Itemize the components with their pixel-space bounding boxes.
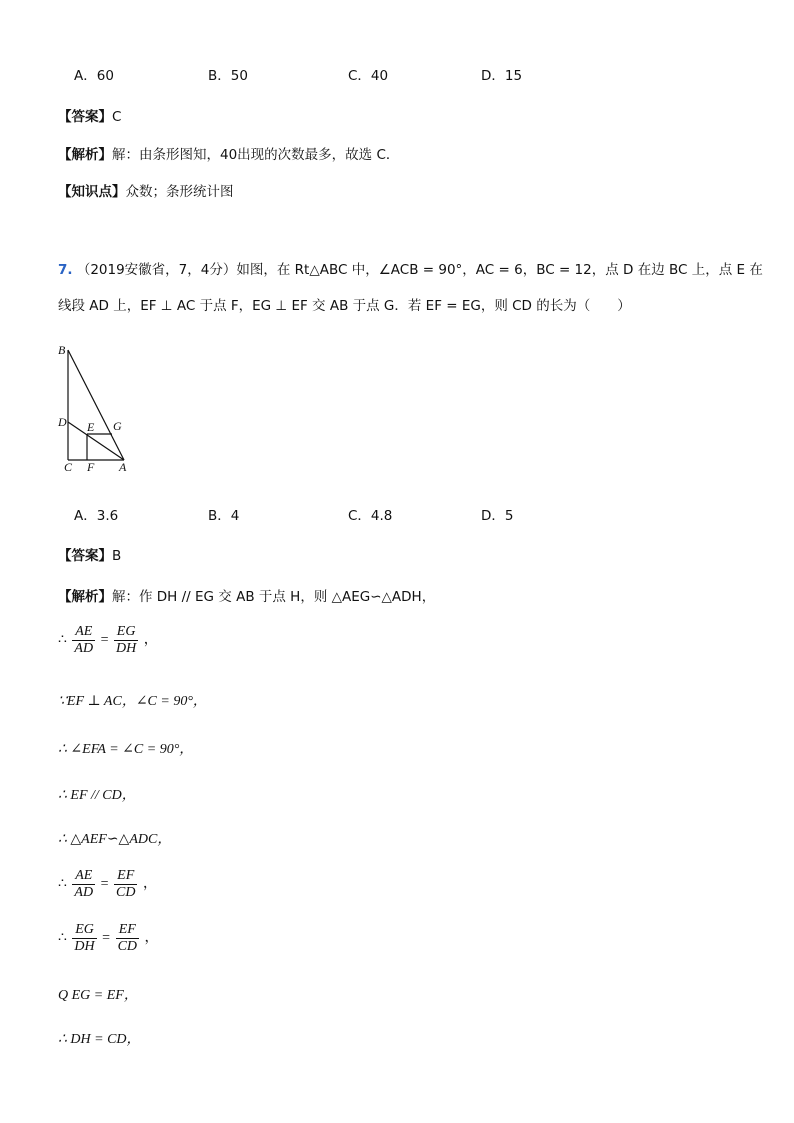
equals-sign: = — [102, 930, 111, 946]
equals-sign: = — [100, 876, 109, 892]
label-c: C — [64, 460, 73, 474]
q7-triangle-figure — [50, 338, 150, 478]
numerator: EG — [114, 624, 138, 641]
q6-answer — [58, 105, 121, 125]
answer-label: 【答案】 — [58, 109, 112, 125]
therefore-symbol: ∴ — [58, 876, 67, 892]
label-e: E — [87, 420, 95, 434]
q6-knowledge-point — [58, 180, 234, 200]
numerator: EF — [114, 868, 137, 885]
q7-stem-line1 — [58, 258, 763, 278]
denominator: DH — [74, 939, 95, 954]
numerator: AE — [72, 624, 95, 641]
numerator: EG — [72, 922, 96, 939]
q7-number: 7. — [58, 262, 73, 278]
q6-analysis — [58, 143, 399, 163]
q7-stem-text1: 如图，在 Rt△ABC 中，∠ACB = 90°，AC = 6，BC = 12，点 D 在边 BC 上，点 E 在 — [236, 262, 763, 278]
label-b: B — [58, 343, 66, 357]
denominator: AD — [74, 885, 94, 900]
equals-sign: = — [100, 632, 109, 648]
analysis-label: 【解析】 — [58, 147, 112, 163]
denominator: CD — [117, 939, 138, 954]
fraction-left — [72, 624, 95, 657]
comma: ， — [144, 930, 159, 946]
numerator: EF — [116, 922, 139, 939]
label-f: F — [87, 460, 95, 474]
numerator: AE — [72, 868, 95, 885]
q7-step9: ∴ DH = CD， — [58, 1032, 141, 1047]
analysis-text: 解：由条形图知，40出现的次数最多，故选 C． — [112, 147, 400, 163]
q6-choice-c: C．40 — [348, 68, 389, 84]
answer-value: B — [112, 548, 122, 564]
fraction-right — [116, 922, 139, 955]
q7-step2: ∵EF ⊥ AC，∠C = 90°， — [58, 694, 207, 709]
q6-choice-d: D．15 — [481, 68, 523, 84]
q7-step8: Q EG = EF， — [58, 988, 138, 1003]
q7-choice-d: D．5 — [481, 508, 514, 524]
fraction-right — [114, 868, 137, 901]
kp-text: 众数；条形统计图 — [125, 184, 234, 200]
label-g: G — [113, 419, 122, 433]
label-d: D — [58, 415, 67, 429]
q7-analysis-line1 — [58, 585, 435, 605]
answer-label: 【答案】 — [58, 548, 112, 564]
q7-source: （2019安徽省，7，4分） — [76, 262, 237, 278]
q6-choice-a: A．60 — [74, 68, 114, 84]
q7-stem-line2: 线段 AD 上，EF ⊥ AC 于点 F，EG ⊥ EF 交 AB 于点 G．若 EF = EG，则 CD 的长为（ ） — [58, 298, 631, 314]
denominator: DH — [116, 641, 137, 656]
q7-step1 — [58, 624, 158, 657]
comma: ， — [143, 632, 158, 648]
q7-step5: ∴ △AEF∽△ADC， — [58, 832, 172, 847]
q7-step4: ∴ EF // CD， — [58, 788, 136, 803]
fraction-left — [72, 868, 95, 901]
q6-choice-b: B．50 — [208, 68, 248, 84]
comma: ， — [142, 876, 157, 892]
analysis-text: 解：作 DH // EG 交 AB 于点 H，则 △AEG∽△ADH， — [112, 589, 436, 605]
q7-choice-b: B．4 — [208, 508, 240, 524]
q7-step3: ∴ ∠EFA = ∠C = 90°， — [58, 742, 194, 757]
answer-value: C — [112, 109, 122, 125]
segment-ab — [68, 350, 124, 460]
q7-step6 — [58, 868, 157, 901]
denominator: CD — [116, 885, 136, 900]
q7-answer — [58, 544, 121, 564]
analysis-label: 【解析】 — [58, 589, 112, 605]
therefore-symbol: ∴ — [58, 930, 67, 946]
therefore-symbol: ∴ — [58, 632, 67, 648]
kp-label: 【知识点】 — [58, 184, 126, 200]
fraction-left — [72, 922, 96, 955]
q7-choice-c: C．4.8 — [348, 508, 393, 524]
label-a: A — [119, 460, 127, 474]
q7-step7 — [58, 922, 159, 955]
fraction-right — [114, 624, 138, 657]
q7-choice-a: A．3.6 — [74, 508, 119, 524]
denominator: AD — [74, 641, 94, 656]
